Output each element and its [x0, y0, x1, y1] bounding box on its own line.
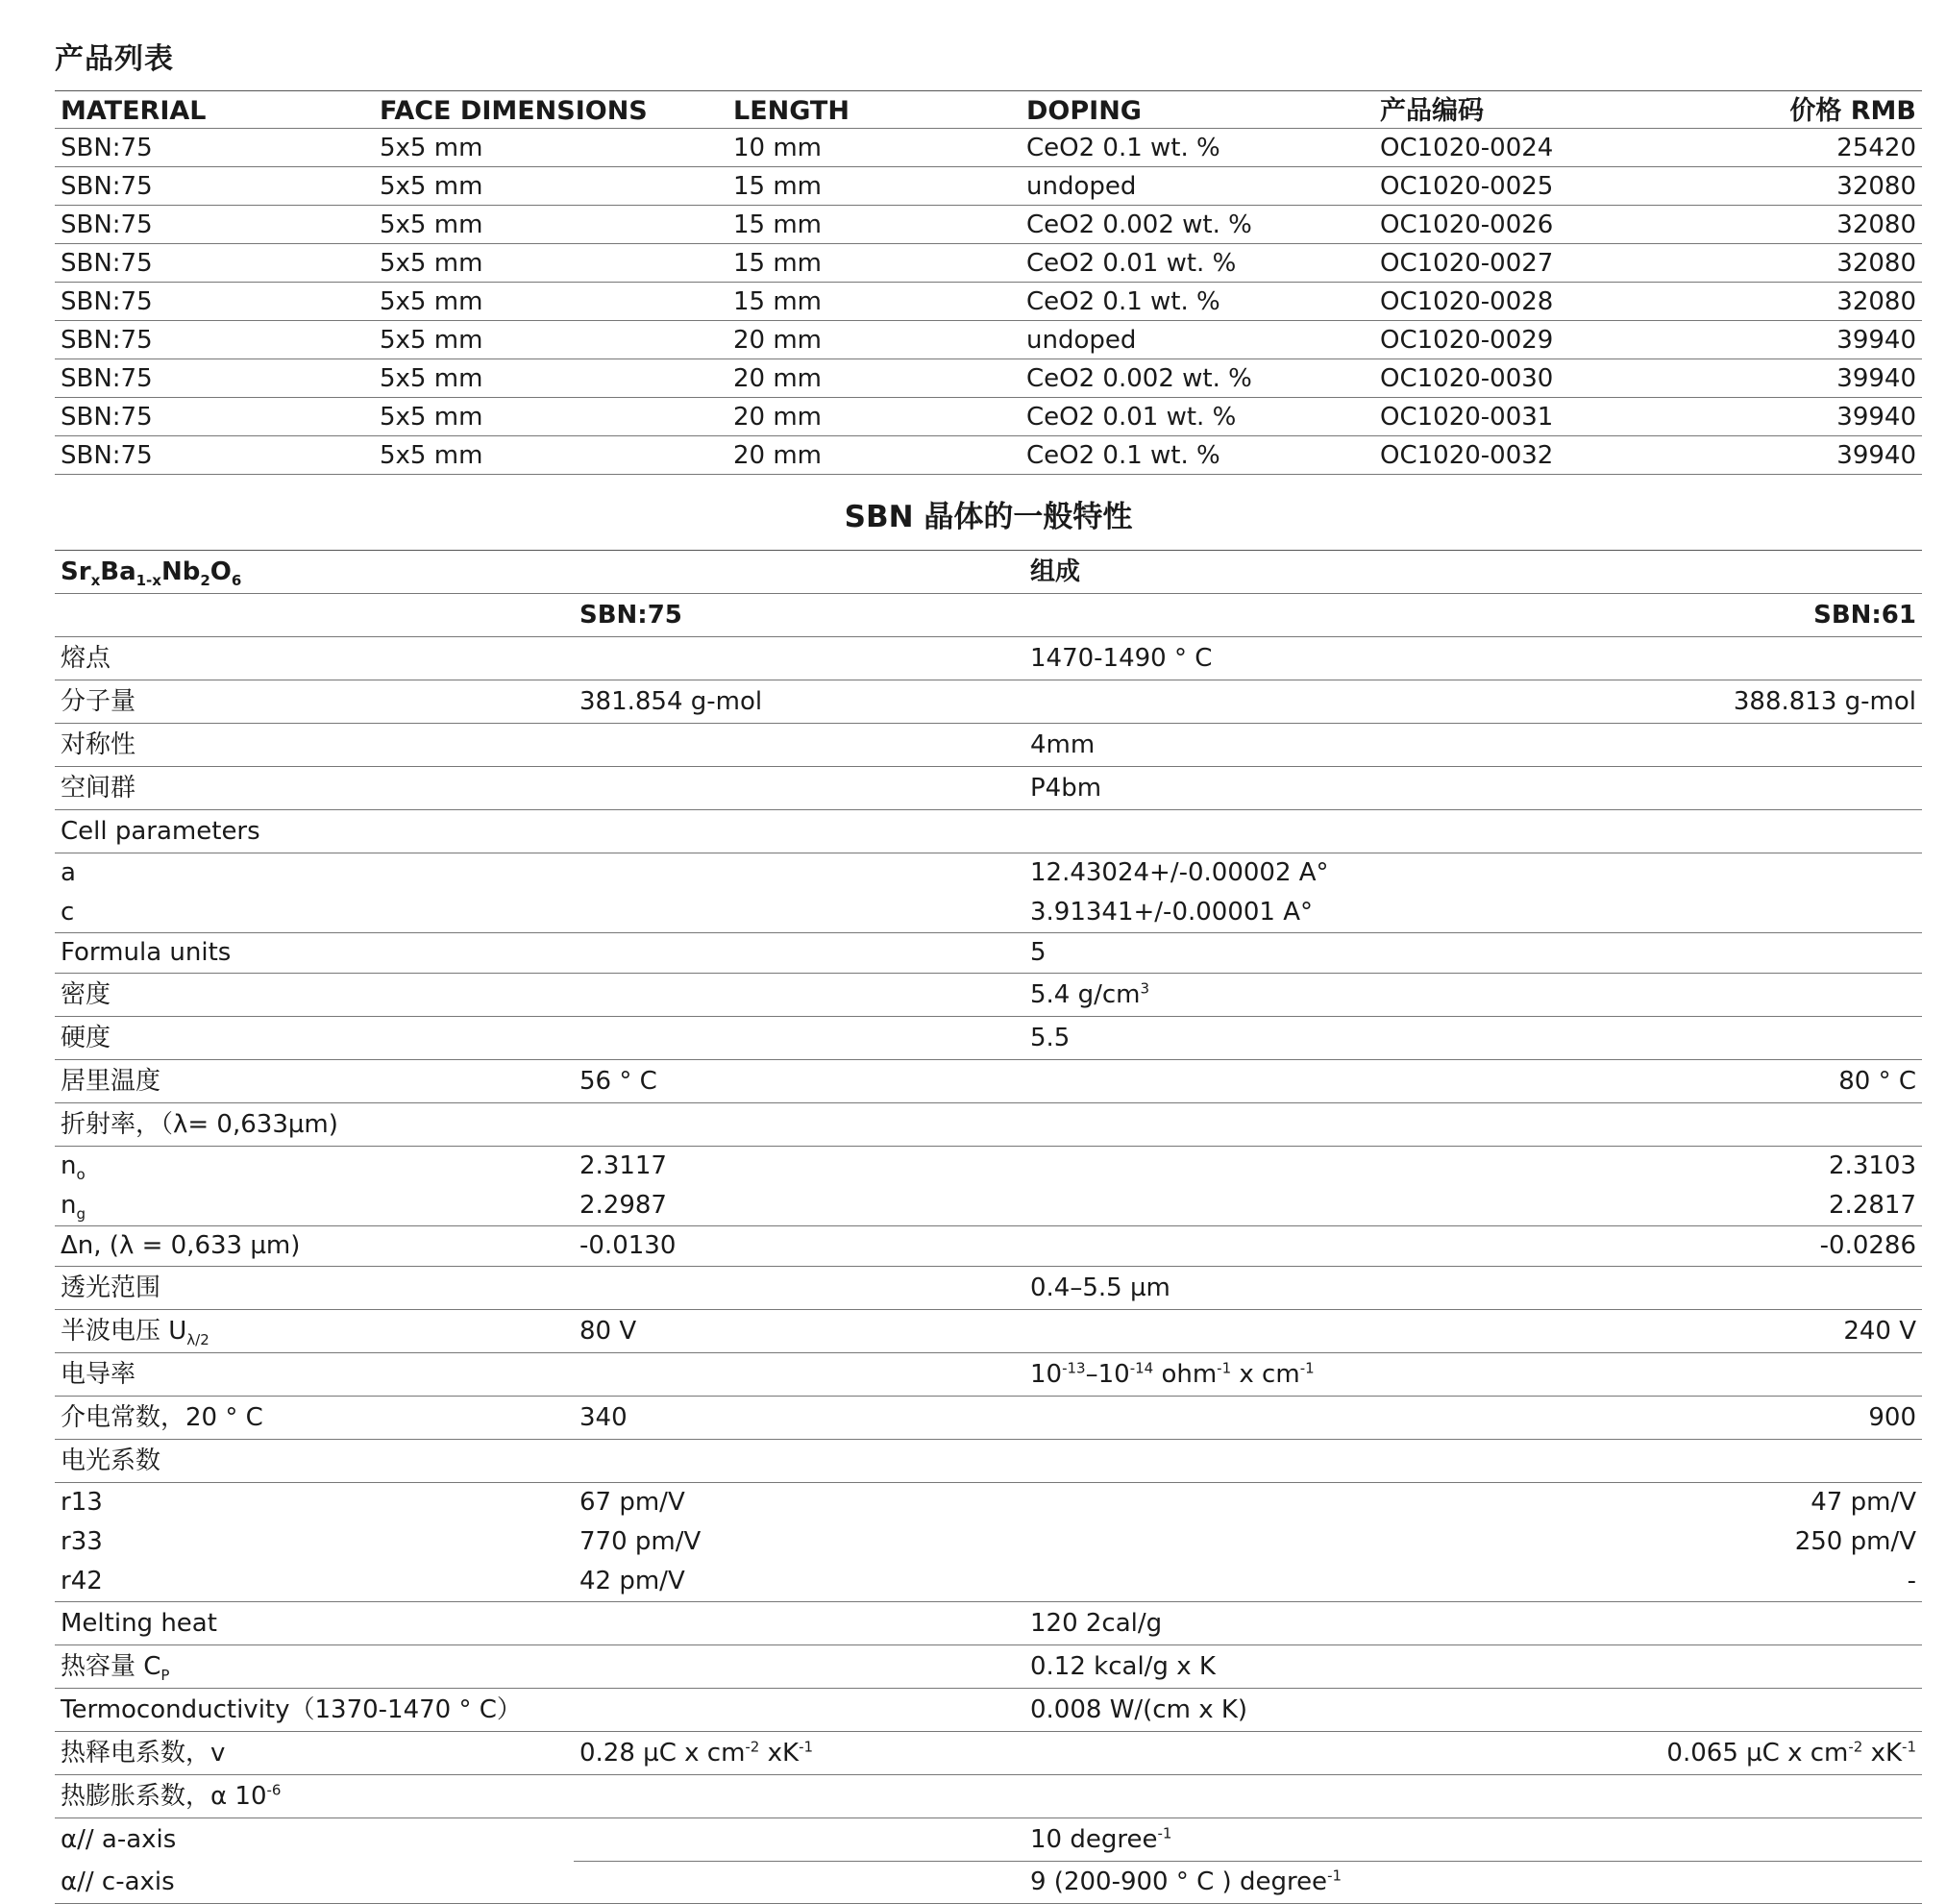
table-row: [55, 206, 1922, 244]
material-cell: SBN:75: [61, 134, 153, 162]
property-value: 0.4–5.5 µm: [1030, 1273, 1170, 1302]
table-row: [55, 398, 1922, 436]
value-sbn61: -: [1907, 1567, 1916, 1595]
n-o-row: [55, 1147, 1922, 1186]
property-label: 硬度: [61, 1024, 111, 1052]
doping-cell: undoped: [1026, 326, 1137, 355]
thermal-expansion-row: [55, 1775, 1922, 1818]
face-dimensions-cell: 5x5 mm: [380, 441, 483, 470]
doping-cell: CeO2 0.1 wt. %: [1026, 134, 1220, 162]
length-cell: 20 mm: [733, 326, 823, 355]
product-code-cell: OC1020-0029: [1380, 326, 1554, 355]
product-code-cell: OC1020-0025: [1380, 172, 1554, 201]
price-cell: 25420: [1836, 134, 1916, 162]
half-wave-voltage-row: [55, 1310, 1922, 1353]
length-cell: 20 mm: [733, 364, 823, 393]
header-price: 价格 RMB: [1789, 96, 1916, 126]
property-label: Melting heat: [61, 1609, 217, 1638]
property-label: 热容量 $C_P$: [61, 1652, 170, 1685]
pyroelectric-row: [55, 1732, 1922, 1775]
product-code-cell: OC1020-0031: [1380, 403, 1554, 432]
property-value: 5: [1030, 938, 1047, 967]
property-label: r33: [61, 1527, 103, 1556]
r13-row: [55, 1483, 1922, 1522]
material-cell: SBN:75: [61, 210, 153, 239]
property-value: 5.4 $g/cm^3$: [1030, 979, 1150, 1009]
face-dimensions-cell: 5x5 mm: [380, 249, 483, 278]
material-cell: SBN:75: [61, 403, 153, 432]
col-sbn75: SBN:75: [579, 601, 682, 630]
product-code-cell: OC1020-0028: [1380, 287, 1554, 316]
length-cell: 10 mm: [733, 134, 823, 162]
conductivity-row: [55, 1353, 1922, 1397]
r42-row: [55, 1562, 1922, 1602]
face-dimensions-cell: 5x5 mm: [380, 326, 483, 355]
composition-header-row: [55, 551, 1922, 594]
property-label: Cell parameters: [61, 817, 260, 846]
price-cell: 39940: [1836, 403, 1916, 432]
property-label: 电光系数: [61, 1447, 161, 1475]
formula-units-row: [55, 933, 1922, 974]
property-label: 介电常数，20 ° C: [61, 1403, 263, 1432]
hardness-row: [55, 1017, 1922, 1060]
value-sbn61: -0.0286: [1819, 1231, 1916, 1260]
property-label: r13: [61, 1488, 103, 1517]
value-sbn61: 47 pm/V: [1811, 1488, 1916, 1517]
price-cell: 32080: [1836, 172, 1916, 201]
length-cell: 20 mm: [733, 441, 823, 470]
face-dimensions-cell: 5x5 mm: [380, 287, 483, 316]
property-value: P4bm: [1030, 774, 1102, 803]
cell-parameters-row: [55, 810, 1922, 853]
product-code-cell: OC1020-0032: [1380, 441, 1554, 470]
price-cell: 39940: [1836, 326, 1916, 355]
r33-row: [55, 1522, 1922, 1562]
value-sbn75: 2.2987: [579, 1191, 667, 1220]
property-label: 空间群: [61, 774, 136, 803]
length-cell: 20 mm: [733, 403, 823, 432]
product-code-cell: OC1020-0027: [1380, 249, 1554, 278]
price-cell: 39940: [1836, 441, 1916, 470]
face-dimensions-cell: 5x5 mm: [380, 403, 483, 432]
property-label: c: [61, 898, 75, 927]
properties-table: [55, 550, 1922, 1904]
n-g-row: [55, 1186, 1922, 1226]
face-dimensions-cell: 5x5 mm: [380, 210, 483, 239]
dielectric-constant-row: [55, 1397, 1922, 1440]
composition-label: 组成: [1030, 557, 1081, 586]
property-label: α// c-axis: [61, 1867, 175, 1896]
value-sbn61: 900: [1868, 1403, 1916, 1432]
header-length: LENGTH: [733, 96, 850, 126]
doping-cell: CeO2 0.1 wt. %: [1026, 441, 1220, 470]
price-cell: 32080: [1836, 287, 1916, 316]
material-cell: SBN:75: [61, 364, 153, 393]
property-value: 1470-1490 ° C: [1030, 644, 1213, 673]
header-face-dimensions: FACE DIMENSIONS: [380, 96, 648, 126]
property-value: 120 2cal/g: [1030, 1609, 1163, 1638]
property-value: 9 (200-900 ° C ) degree$^{-1}$: [1030, 1867, 1342, 1896]
table-row: [55, 167, 1922, 206]
doping-cell: CeO2 0.01 wt. %: [1026, 249, 1237, 278]
value-sbn75: 67 pm/V: [579, 1488, 685, 1517]
price-cell: 39940: [1836, 364, 1916, 393]
property-label: 热释电系数，v: [61, 1739, 226, 1768]
heat-capacity-row: [55, 1645, 1922, 1689]
alpha-a-row: [55, 1818, 1922, 1861]
property-label: Termoconductivity（1370-1470 ° C）: [61, 1695, 522, 1724]
molecular-weight-row: [55, 680, 1922, 724]
face-dimensions-cell: 5x5 mm: [380, 364, 483, 393]
face-dimensions-cell: 5x5 mm: [380, 134, 483, 162]
transmission-range-row: [55, 1267, 1922, 1310]
doping-cell: CeO2 0.002 wt. %: [1026, 210, 1252, 239]
property-label: 折射率，（λ= 0,633µm): [61, 1110, 338, 1139]
cell-c-row: [55, 893, 1922, 933]
header-doping: DOPING: [1026, 96, 1142, 126]
doping-cell: undoped: [1026, 172, 1137, 201]
length-cell: 15 mm: [733, 172, 823, 201]
property-label: 电导率: [61, 1360, 136, 1389]
value-sbn61: 240 V: [1843, 1317, 1916, 1346]
col-sbn61: SBN:61: [1813, 601, 1916, 630]
property-label: 熔点: [61, 644, 111, 673]
property-value: 5.5: [1030, 1024, 1071, 1052]
property-label: 密度: [61, 980, 111, 1009]
material-cell: SBN:75: [61, 326, 153, 355]
value-sbn61: 388.813 g-mol: [1733, 687, 1916, 716]
property-label: α// a-axis: [61, 1825, 177, 1854]
value-sbn61: 0.065 µC x $cm^{-2}$ $xK^{-1}$: [1666, 1738, 1916, 1768]
doping-cell: CeO2 0.002 wt. %: [1026, 364, 1252, 393]
property-label: 分子量: [61, 687, 136, 716]
properties-title: SBN 晶体的一般特性: [844, 500, 1133, 534]
property-label: Δn, (λ = 0,633 µm): [61, 1231, 301, 1260]
refractive-index-row: [55, 1103, 1922, 1147]
property-label: r42: [61, 1567, 103, 1595]
property-value: 4mm: [1030, 730, 1096, 759]
face-dimensions-cell: 5x5 mm: [380, 172, 483, 201]
property-value: 12.43024+/-0.00002 A°: [1030, 858, 1329, 887]
property-value: 10 degree$^{-1}$: [1030, 1824, 1172, 1854]
product-code-cell: OC1020-0026: [1380, 210, 1554, 239]
density-row: [55, 974, 1922, 1017]
value-sbn75: 340: [579, 1403, 628, 1432]
doping-cell: CeO2 0.1 wt. %: [1026, 287, 1220, 316]
thermal-conductivity-row: [55, 1689, 1922, 1732]
property-label: $n_g$: [61, 1191, 86, 1224]
value-sbn75: 770 pm/V: [579, 1527, 702, 1556]
melting-heat-row: [55, 1602, 1922, 1645]
property-value: 0.12 kcal/g x K: [1030, 1652, 1216, 1681]
melting-point-row: [55, 637, 1922, 680]
value-sbn75: -0.0130: [579, 1231, 677, 1260]
product-list-title: 产品列表: [55, 42, 174, 76]
value-sbn75: 56 ° C: [579, 1067, 657, 1096]
product-code-cell: OC1020-0030: [1380, 364, 1554, 393]
value-sbn61: 80 ° C: [1838, 1067, 1916, 1096]
grade-header-row: [55, 594, 1922, 637]
value-sbn75: 381.854 g-mol: [579, 687, 763, 716]
value-sbn61: 250 pm/V: [1794, 1527, 1916, 1556]
value-sbn75: 42 pm/V: [579, 1567, 685, 1595]
alpha-c-row: [55, 1861, 1922, 1904]
property-value: 0.008 W/(cm x K): [1030, 1695, 1248, 1724]
table-row: [55, 436, 1922, 475]
property-label: 半波电压 $U_{\lambda/2}$: [61, 1317, 209, 1349]
property-label: Formula units: [61, 938, 232, 967]
delta-n-row: [55, 1226, 1922, 1267]
length-cell: 15 mm: [733, 287, 823, 316]
property-label: 居里温度: [61, 1067, 161, 1096]
price-cell: 32080: [1836, 249, 1916, 278]
header-material: MATERIAL: [61, 96, 207, 126]
value-sbn75: 2.3117: [579, 1151, 667, 1180]
symmetry-row: [55, 724, 1922, 767]
space-group-row: [55, 767, 1922, 810]
material-cell: SBN:75: [61, 441, 153, 470]
table-row: [55, 283, 1922, 321]
material-cell: SBN:75: [61, 249, 153, 278]
product-code-cell: OC1020-0024: [1380, 134, 1554, 162]
price-cell: 32080: [1836, 210, 1916, 239]
product-table: [55, 90, 1922, 475]
value-sbn75: 0.28 µC x $cm^{-2}$ $xK^{-1}$: [579, 1738, 814, 1768]
length-cell: 15 mm: [733, 210, 823, 239]
value-sbn75: 80 V: [579, 1317, 637, 1346]
table-row: [55, 359, 1922, 398]
property-label: 对称性: [61, 730, 136, 759]
property-label: $n_o$: [61, 1151, 86, 1184]
value-sbn61: 2.2817: [1829, 1191, 1916, 1220]
material-cell: SBN:75: [61, 287, 153, 316]
product-table-header: [55, 91, 1922, 129]
property-value: $10^{-13}-10^{-14}$ ohm$^{-1}$ x $cm^{-1}$: [1030, 1359, 1315, 1389]
formula-label: $Sr_xBa_{1-x}Nb_2O_6$: [61, 557, 242, 590]
table-row: [55, 244, 1922, 283]
header-product-code: 产品编码: [1380, 96, 1484, 126]
electro-optic-row: [55, 1440, 1922, 1483]
property-value: 3.91341+/-0.00001 A°: [1030, 898, 1314, 927]
cell-a-row: [55, 853, 1922, 893]
property-label: 透光范围: [61, 1273, 161, 1302]
curie-temperature-row: [55, 1060, 1922, 1103]
property-label: 热膨胀系数，α $10^{-6}$: [61, 1781, 282, 1811]
material-cell: SBN:75: [61, 172, 153, 201]
table-row: [55, 129, 1922, 167]
length-cell: 15 mm: [733, 249, 823, 278]
value-sbn61: 2.3103: [1829, 1151, 1916, 1180]
table-row: [55, 321, 1922, 359]
property-label: a: [61, 858, 76, 887]
doping-cell: CeO2 0.01 wt. %: [1026, 403, 1237, 432]
